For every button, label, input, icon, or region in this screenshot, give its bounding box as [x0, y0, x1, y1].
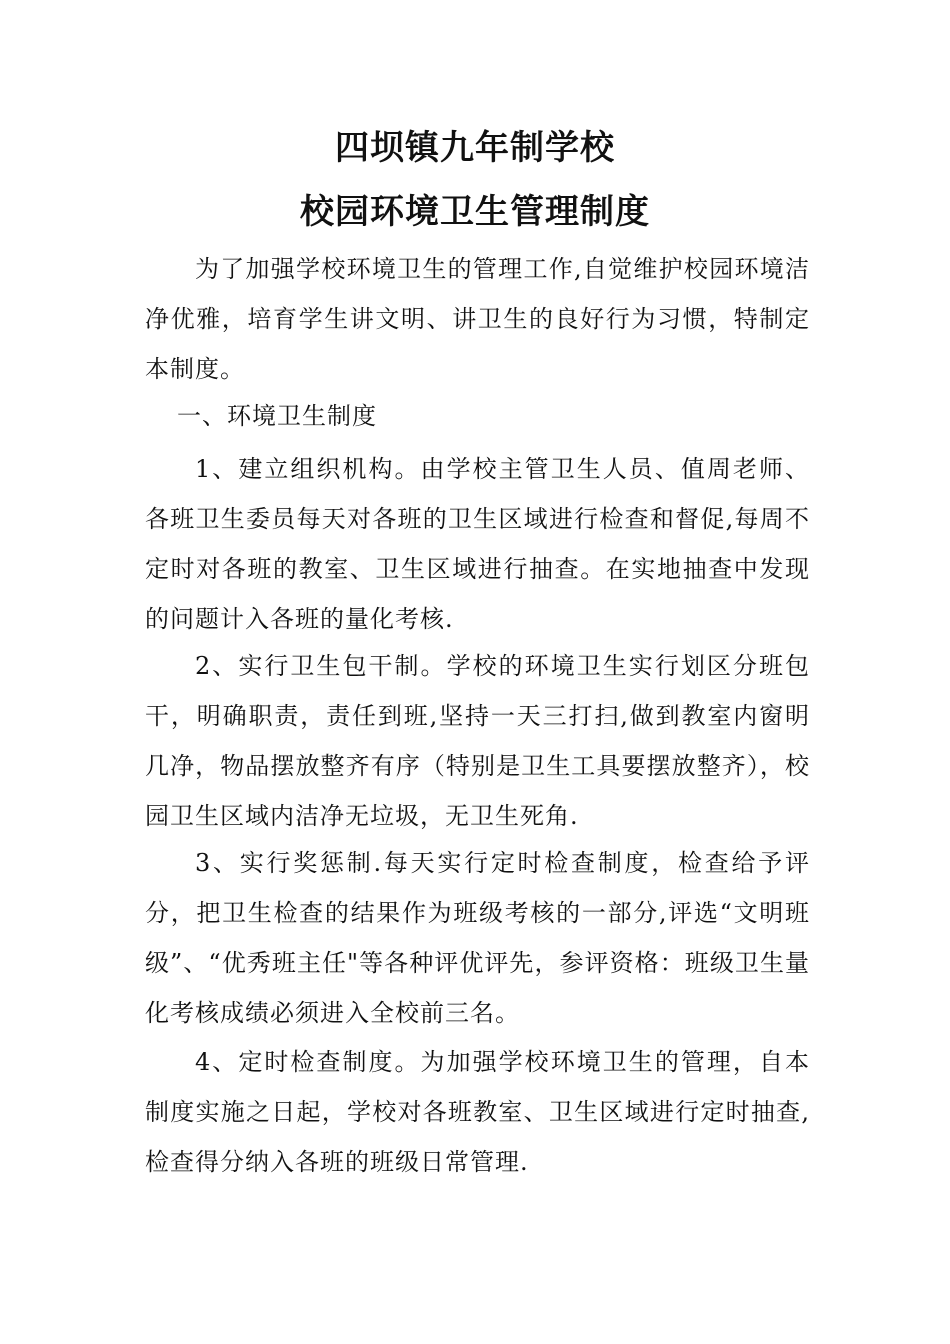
section-heading: 一、环境卫生制度 [177, 402, 377, 430]
intro-paragraph: 为了加强学校环境卫生的管理工作,自觉维护校园环境洁净优雅，培育学生讲文明、讲卫生的良好行为习惯，特制定本制度。 [145, 255, 810, 383]
rule-item-4: 4、定时检查制度。为加强学校环境卫生的管理，自本制度实施之日起，学校对各班教室、卫生区域进行定时抽查,检查得分纳入各班的班级日常管理. [145, 1048, 810, 1176]
rule-item-3: 3、实行奖惩制.每天实行定时检查制度，检查给予评分，把卫生检查的结果作为班级考核的一部分,评选“文明班级”、“优秀班主任"等各种评优评先，参评资格：班级卫生量化考核成绩必须进入全校前三名。 [145, 849, 810, 1027]
document-title-line2: 校园环境卫生管理制度 [300, 192, 650, 232]
rule-item-2: 2、实行卫生包干制。学校的环境卫生实行划区分班包干，明确职责，责任到班,坚持一天三打扫,做到教室内窗明几净，物品摆放整齐有序（特别是卫生工具要摆放整齐），校园卫生区域内洁净无垃圾，无卫生死角. [145, 652, 810, 830]
rule-item-1: 1、建立组织机构。由学校主管卫生人员、值周老师、各班卫生委员每天对各班的卫生区域进行检查和督促,每周不定时对各班的教室、卫生区域进行抽查。在实地抽查中发现的问题计入各班的量化考核. [145, 455, 810, 633]
document-title-line1: 四坝镇九年制学校 [335, 128, 615, 168]
